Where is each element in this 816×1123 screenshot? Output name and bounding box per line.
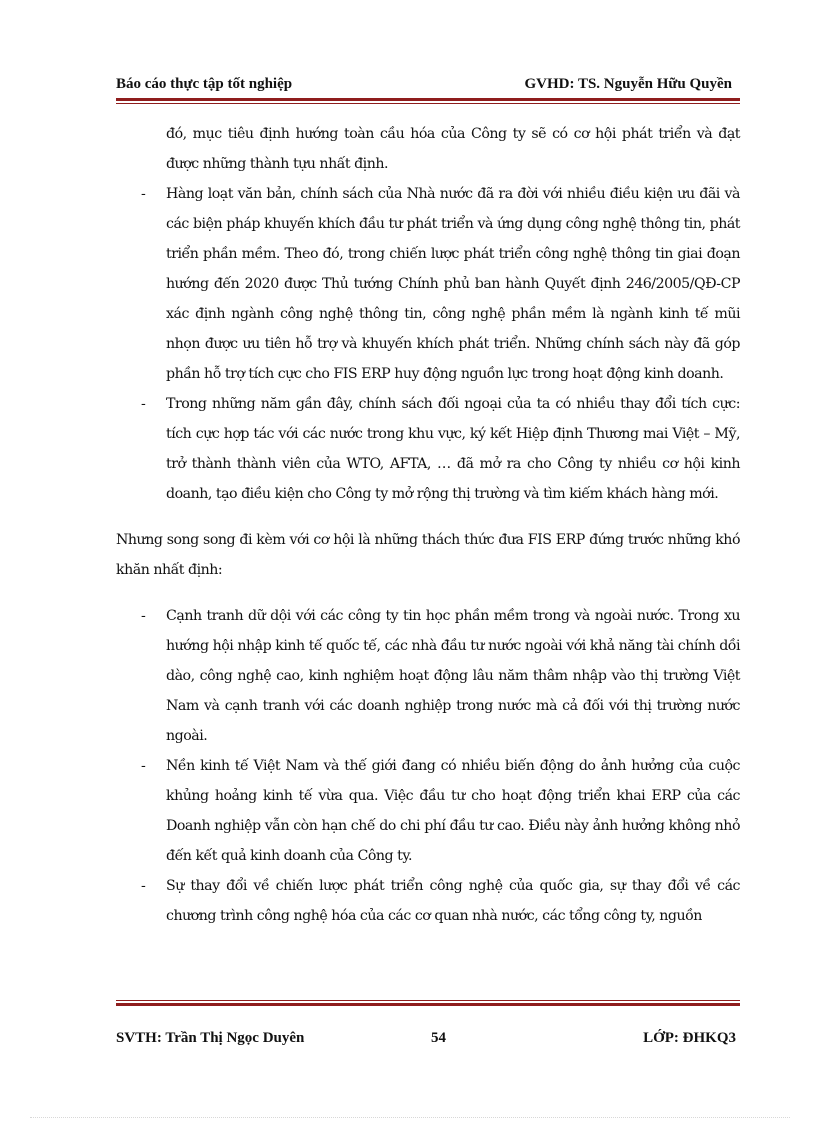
continuation-text: đó, mục tiêu định hướng toàn cầu hóa của Công ty sẽ có cơ hội phát triển và đạt được những thành tựu nhất định.	[166, 126, 740, 172]
challenges-intro: Nhưng song song đi kèm với cơ hội là những thách thức đưa FIS ERP đứng trước những khó khăn nhất định:	[116, 532, 740, 578]
list-item-text: Cạnh tranh dữ dội với các công ty tin học phần mềm trong và ngoài nước. Trong xu hướng hội nhập kinh tế quốc tế, các nhà đầu tư nước ngoài với khả năng tài chính dồi dào, công nghệ cao, kinh nghiệm hoạt động lâu năm thâm nhập vào thị trường Việt Nam và cạnh tranh với các doanh nghiệp trong nước mà cả đối với thị trường nước ngoài.	[166, 608, 740, 744]
footer-class: LỚP: ĐHKQ3	[643, 1030, 736, 1046]
list-item	[116, 601, 740, 751]
list-item-text: Hàng loạt văn bản, chính sách của Nhà nước đã ra đời với nhiều điều kiện ưu đãi và các biện pháp khuyến khích đầu tư phát triển và ứng dụng công nghệ thông tin, phát triển phần mềm. Theo đó, trong chiến lược phát triển công nghệ thông tin giai đoạn hướng đến 2020 được Thủ tướng Chính phủ ban hành Quyết định 246/2005/QĐ-CP xác định ngành công nghệ thông tin, công nghệ phần mềm là ngành kinh tế mũi nhọn được ưu tiên hỗ trợ và khuyến khích phát triển. Những chính sách này đã góp phần hỗ trợ tích cực cho FIS ERP huy động nguồn lực trong hoạt động kinh doanh.	[166, 186, 740, 382]
list-item-text: Nền kinh tế Việt Nam và thế giới đang có nhiều biến động do ảnh hưởng của cuộc khủng hoảng kinh tế vừa qua. Việc đầu tư cho hoạt động triển khai ERP của các Doanh nghiệp vẫn còn hạn chế do chi phí đầu tư cao. Điều này ảnh hưởng không nhỏ đến kết quả kinh doanh của Công ty.	[166, 758, 740, 864]
header-rule	[116, 98, 740, 101]
header-rule-thin	[116, 103, 740, 104]
page-footer	[116, 1030, 736, 1050]
list-item	[116, 751, 740, 871]
list-item	[116, 179, 740, 389]
dash-bullet: -	[141, 878, 146, 894]
page-body	[116, 119, 740, 931]
dash-bullet: -	[141, 186, 146, 202]
page-edge-divider	[30, 1117, 790, 1118]
footer-rule-thin	[116, 1000, 740, 1001]
list-item-text: Trong những năm gần đây, chính sách đối ngoại của ta có nhiều thay đổi tích cực: tích cực hợp tác với các nước trong khu vực, ký kết Hiệp định Thương mai Việt – Mỹ, trở thành thành viên của WTO, AFTA, … đã mở ra cho Công ty nhiều cơ hội kinh doanh, tạo điều kiện cho Công ty mở rộng thị trường và tìm kiếm khách hàng mới.	[166, 396, 740, 502]
page-header	[116, 76, 732, 93]
footer-student: SVTH: Trần Thị Ngọc Duyên	[116, 1030, 305, 1046]
header-supervisor: GVHD: TS. Nguyễn Hữu Quyền	[524, 76, 732, 92]
list-item	[116, 389, 740, 509]
dash-bullet: -	[141, 608, 146, 624]
dash-bullet: -	[141, 758, 146, 774]
list-item	[116, 871, 740, 931]
header-report-title: Báo cáo thực tập tốt nghiệp	[116, 76, 293, 92]
footer-rule	[116, 1003, 740, 1006]
page-number: 54	[431, 1030, 446, 1046]
dash-bullet: -	[141, 396, 146, 412]
list-item-text: Sự thay đổi về chiến lược phát triển công nghệ của quốc gia, sự thay đổi về các chương trình công nghệ hóa của các cơ quan nhà nước, các tổng công ty, nguồn	[166, 878, 740, 924]
